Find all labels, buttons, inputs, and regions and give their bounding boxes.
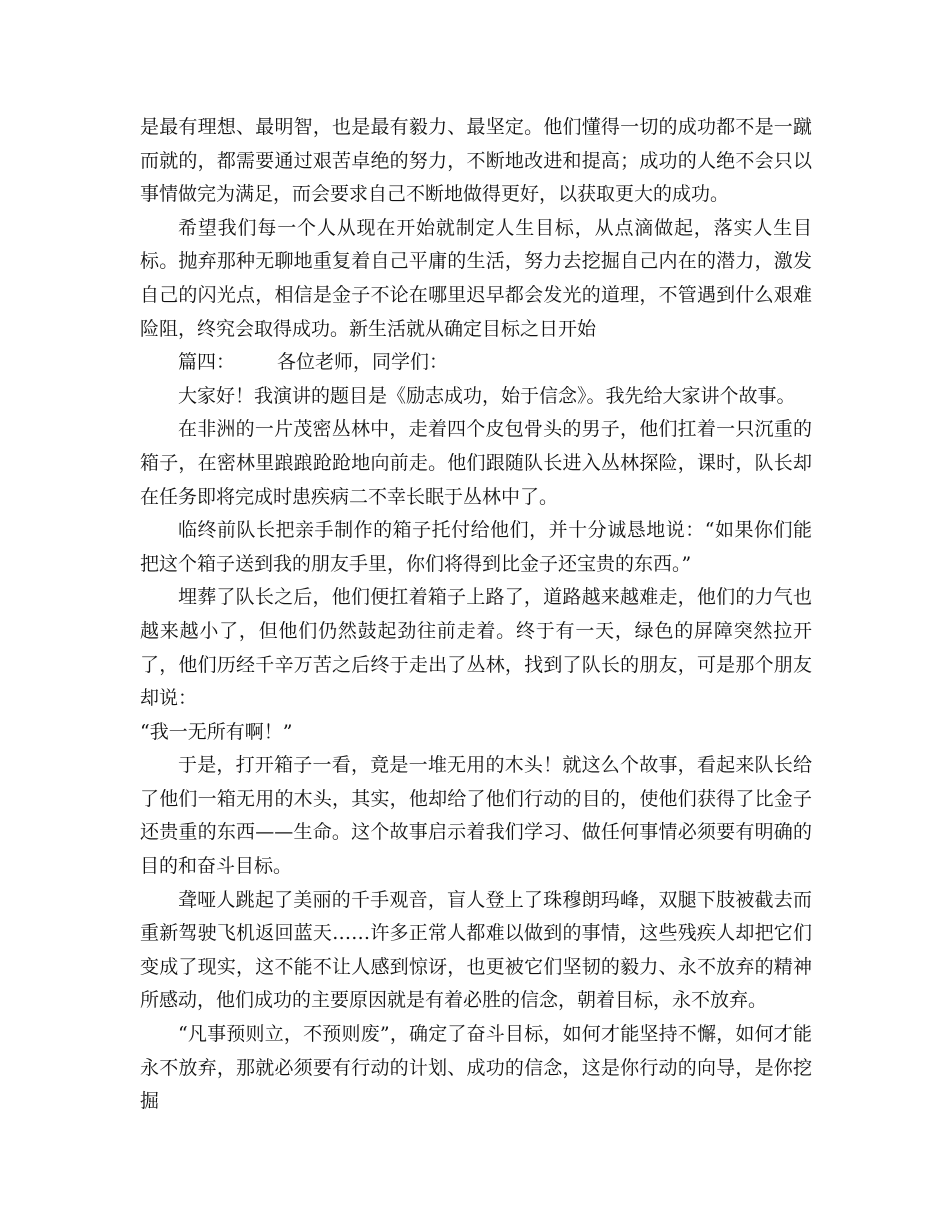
section-heading xyxy=(140,346,812,380)
paragraph-plan: “凡事预则立，不预则废”，确定了奋斗目标，如何才能坚持不懈，如何才能永不放弃，那就必须要有行动的计划、成功的信念，这是你行动的向导，是你挖掘 xyxy=(140,1023,812,1113)
document-body xyxy=(140,111,812,1119)
paragraph-friend-quote: “我一无所有啊！” xyxy=(140,720,293,743)
salutation: 各位老师，同学们： xyxy=(277,351,449,374)
paragraph-journey: 埋葬了队长之后，他们便扛着箱子上路了，道路越来越难走，他们的力气也越来越小了，但他们仍然鼓起劲往前走着。终于有一天，绿色的屏障突然拉开了，他们历经千辛万苦之后终于走出了丛林，找到了队长的朋友，可是那个朋友却说： xyxy=(140,586,812,710)
section-label: 篇四： xyxy=(178,351,236,374)
paragraph-captain-words: 临终前队长把亲手制作的箱子托付给他们，并十分诚恳地说：“如果你们能把这个箱子送到我的朋友手里，你们将得到比金子还宝贵的东西。” xyxy=(140,519,812,575)
paragraph-continuation: 是最有理想、最明智，也是最有毅力、最坚定。他们懂得一切的成功都不是一蹴而就的，都需要通过艰苦卓绝的努力，不断地改进和提高；成功的人绝不会只以事情做完为满足，而会要求自己不断地做得更好，以获取更大的成功。 xyxy=(140,116,812,206)
paragraph-story-intro: 在非洲的一片茂密丛林中，走着四个皮包骨头的男子，他们扛着一只沉重的箱子，在密林里踉踉跄跄地向前走。他们跟随队长进入丛林探险，课时，队长却在任务即将完成时患疾病二不幸长眠于丛林中了。 xyxy=(140,418,812,508)
paragraph-hope: 希望我们每一个人从现在开始就制定人生目标，从点滴做起，落实人生目标。抛弃那种无聊地重复着自己平庸的生活，努力去挖掘自己内在的潜力，激发自己的闪光点，相信是金子不论在哪里迟早都会发光的道理，不管遇到什么艰难险阻，终究会取得成功。新生活就从确定目标之日开始 xyxy=(140,216,812,340)
paragraph-box-opened: 于是，打开箱子一看，竟是一堆无用的木头！就这么个故事，看起来队长给了他们一箱无用的木头，其实，他却给了他们行动的目的，使他们获得了比金子还贵重的东西——生命。这个故事启示着我们学习、做任何事情必须要有明确的目的和奋斗目标。 xyxy=(140,754,812,878)
paragraph-disabled-examples: 聋哑人跳起了美丽的千手观音，盲人登上了珠穆朗玛峰，双腿下肢被截去而重新驾驶飞机返回蓝天……许多正常人都难以做到的事情，这些残疾人却把它们变成了现实，这不能不让人感到惊讶，也更被它们坚韧的毅力、永不放弃的精神所感动，他们成功的主要原因就是有着必胜的信念，朝着目标，永不放弃。 xyxy=(140,888,812,1012)
paragraph-greeting: 大家好！我演讲的题目是《励志成功，始于信念》。我先给大家讲个故事。 xyxy=(178,384,796,407)
